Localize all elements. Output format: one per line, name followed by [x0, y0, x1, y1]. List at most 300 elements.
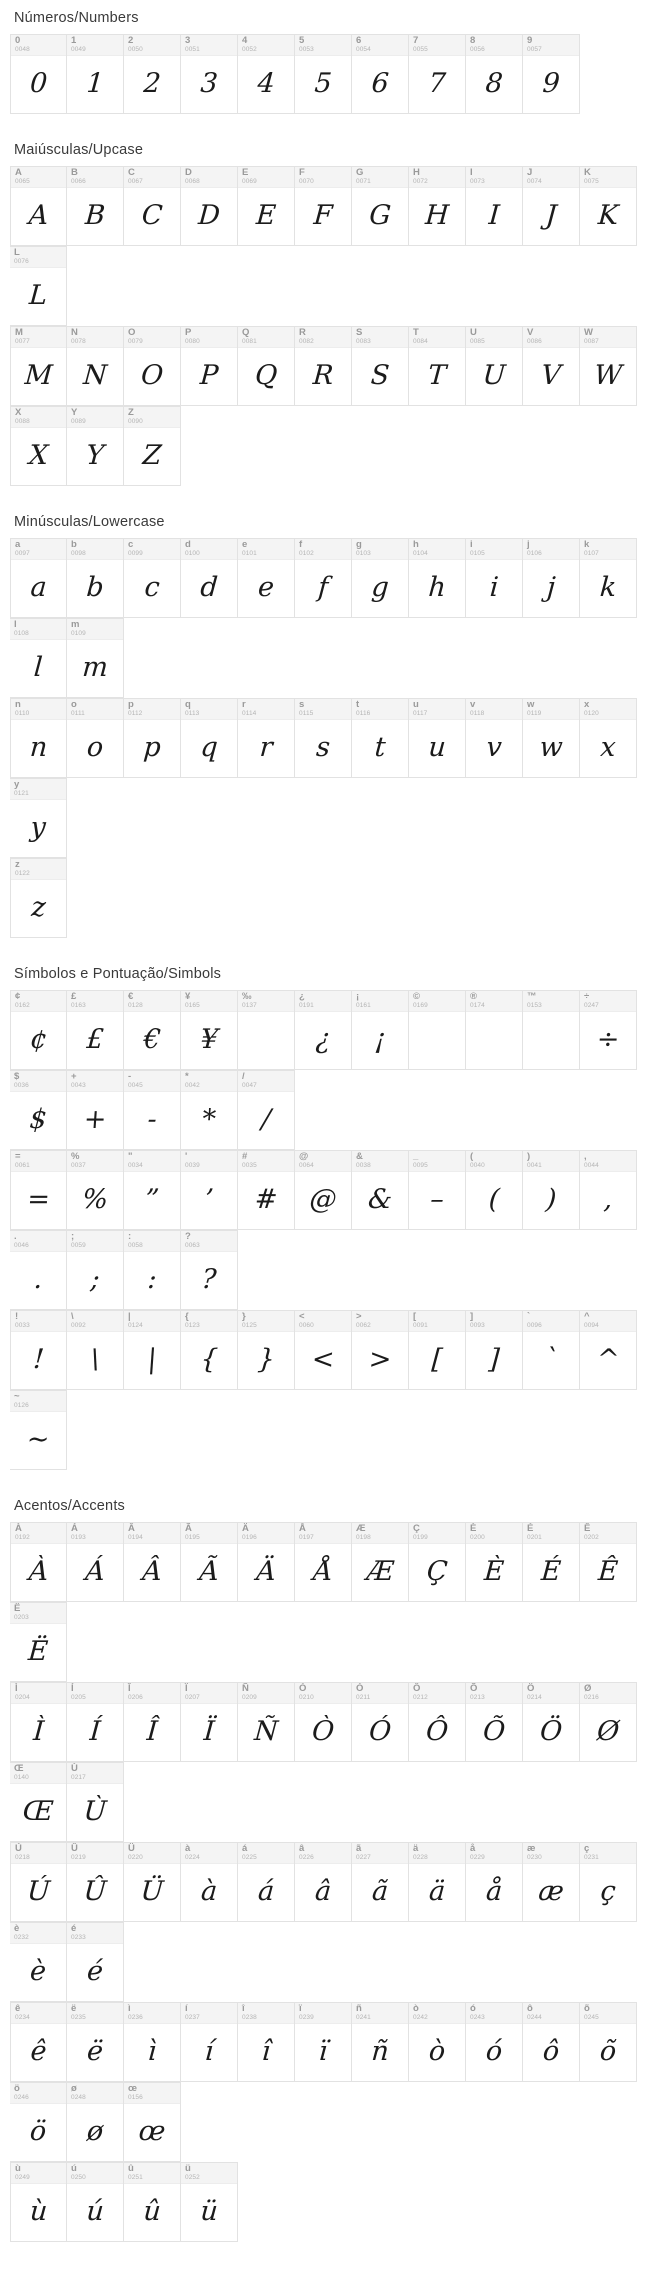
glyph-cell[interactable]	[523, 1522, 580, 1602]
glyph-cell[interactable]	[181, 1150, 238, 1230]
glyph-cell-header	[409, 167, 465, 188]
glyph-cell[interactable]	[409, 1682, 466, 1762]
glyph-preview: ]	[487, 1344, 501, 1375]
glyph-cell[interactable]	[181, 2002, 238, 2082]
glyph-character-label: %	[71, 1151, 80, 1162]
glyph-cell[interactable]	[181, 1070, 238, 1150]
glyph-cell[interactable]	[10, 618, 67, 698]
glyph-preview: Ë	[27, 1636, 50, 1667]
glyph-preview: Ú	[26, 1876, 52, 1907]
glyph-cell[interactable]	[295, 166, 352, 246]
glyph-cell[interactable]	[466, 34, 523, 114]
glyph-cell-header	[466, 1843, 522, 1864]
glyph-character-label: Ö	[527, 1683, 535, 1694]
glyph-preview: 7	[427, 68, 447, 99]
glyph-cell[interactable]	[409, 698, 466, 778]
glyph-cell[interactable]	[523, 2002, 580, 2082]
glyph-preview: a	[29, 572, 48, 603]
glyph-cell[interactable]	[124, 326, 181, 406]
glyph-code-label: 0068	[185, 178, 200, 185]
glyph-cell[interactable]	[67, 1682, 124, 1762]
glyph-code-label: 0104	[413, 550, 428, 557]
glyph-cell[interactable]	[523, 1842, 580, 1922]
glyph-cell[interactable]	[67, 698, 124, 778]
glyph-cell[interactable]	[352, 2002, 409, 2082]
glyph-character-label: X	[15, 407, 22, 418]
glyph-cell[interactable]	[238, 34, 295, 114]
glyph-cell[interactable]	[352, 1682, 409, 1762]
glyph-cell[interactable]	[238, 538, 295, 618]
glyph-code-label: 0245	[584, 2014, 599, 2021]
glyph-code-label: 0092	[71, 1322, 86, 1329]
glyph-cell[interactable]	[10, 34, 67, 114]
glyph-character-label: è	[14, 1923, 20, 1934]
glyph-cell[interactable]	[181, 1842, 238, 1922]
glyph-cell[interactable]	[181, 1310, 238, 1390]
glyph-cell[interactable]	[124, 1150, 181, 1230]
glyph-cell[interactable]	[10, 778, 67, 858]
glyph-cell[interactable]	[352, 1842, 409, 1922]
glyph-cell[interactable]	[466, 1522, 523, 1602]
glyph-cell[interactable]	[466, 1150, 523, 1230]
glyph-preview: ô	[541, 2036, 561, 2067]
glyph-cell-header	[580, 1843, 636, 1864]
glyph-cell[interactable]	[124, 1682, 181, 1762]
glyph-code-label: 0036	[14, 1082, 29, 1089]
glyph-cell[interactable]	[238, 2002, 295, 2082]
glyph-cell[interactable]	[238, 166, 295, 246]
glyph-cell[interactable]	[466, 1842, 523, 1922]
glyph-cell[interactable]	[10, 1230, 67, 1310]
glyph-character-label: Õ	[470, 1683, 478, 1694]
glyph-cell[interactable]	[238, 1682, 295, 1762]
glyph-preview: ë	[86, 2036, 105, 2067]
glyph-character-label: ¿	[299, 991, 305, 1002]
glyph-preview: Z	[141, 440, 163, 471]
glyph-cell[interactable]	[124, 34, 181, 114]
glyph-cell[interactable]	[238, 990, 295, 1070]
glyph-preview: ì	[146, 2036, 158, 2067]
glyph-cell-header	[124, 167, 180, 188]
glyph-cell[interactable]	[580, 990, 637, 1070]
glyph-preview: u	[427, 732, 447, 763]
glyph-cell[interactable]	[10, 1922, 67, 2002]
glyph-cell[interactable]	[580, 166, 637, 246]
glyph-preview: .	[32, 1264, 44, 1295]
glyph-cell[interactable]	[523, 326, 580, 406]
glyph-character-label: ;	[71, 1231, 75, 1242]
glyph-cell-header	[238, 1311, 294, 1332]
glyph-cell-header	[352, 167, 408, 188]
glyph-cell[interactable]	[181, 166, 238, 246]
glyph-preview: z	[30, 892, 47, 923]
glyph-cell[interactable]	[10, 1602, 67, 1682]
glyph-cell[interactable]	[124, 1522, 181, 1602]
glyph-cell[interactable]	[466, 1682, 523, 1762]
glyph-cell[interactable]	[10, 858, 67, 938]
glyph-cell-header	[238, 1523, 294, 1544]
glyph-code-label: 0244	[527, 2014, 542, 2021]
glyph-cell-header	[181, 1683, 237, 1704]
glyph-cell[interactable]	[10, 990, 67, 1070]
glyph-row	[0, 1150, 661, 1310]
glyph-cell[interactable]	[523, 698, 580, 778]
glyph-cell[interactable]	[67, 166, 124, 246]
glyph-character-label: j	[527, 539, 530, 550]
glyph-cell[interactable]	[67, 538, 124, 618]
glyph-code-label: 0206	[128, 1694, 143, 1701]
glyph-code-label: 0058	[128, 1242, 143, 1249]
glyph-character-label: Ì	[15, 1683, 18, 1694]
glyph-preview: ö	[28, 2116, 48, 2147]
glyph-character-label: Ã	[185, 1523, 192, 1534]
glyph-section	[0, 504, 661, 938]
glyph-code-label: 0095	[413, 1162, 428, 1169]
glyph-cell-header	[580, 539, 636, 560]
glyph-preview: ÷	[595, 1024, 621, 1055]
glyph-cell[interactable]	[295, 1150, 352, 1230]
glyph-cell[interactable]	[466, 990, 523, 1070]
glyph-preview: È	[483, 1556, 506, 1587]
glyph-cell[interactable]	[181, 1522, 238, 1602]
glyph-cell[interactable]	[10, 406, 67, 486]
glyph-cell-header	[352, 327, 408, 348]
glyph-cell[interactable]	[523, 1682, 580, 1762]
glyph-character-label: d	[185, 539, 191, 550]
glyph-cell-header	[181, 1231, 237, 1252]
glyph-code-label: 0045	[128, 1082, 143, 1089]
glyph-cell[interactable]	[523, 538, 580, 618]
glyph-cell[interactable]	[409, 34, 466, 114]
glyph-cell[interactable]	[409, 1842, 466, 1922]
glyph-cell[interactable]	[409, 166, 466, 246]
glyph-cell[interactable]	[238, 1522, 295, 1602]
glyph-cell[interactable]	[67, 1230, 124, 1310]
glyph-row	[0, 1310, 661, 1470]
glyph-character-label: M	[15, 327, 23, 338]
glyph-cell-header	[409, 991, 465, 1012]
glyph-cell-header	[181, 35, 237, 56]
glyph-cell[interactable]	[181, 990, 238, 1070]
glyph-cell-header	[67, 1683, 123, 1704]
glyph-cell[interactable]	[409, 326, 466, 406]
glyph-code-label: 0198	[356, 1534, 371, 1541]
glyph-cell[interactable]	[238, 1150, 295, 1230]
glyph-cell[interactable]	[466, 326, 523, 406]
glyph-cell[interactable]	[238, 698, 295, 778]
glyph-cell[interactable]	[580, 1150, 637, 1230]
glyph-cell[interactable]	[10, 166, 67, 246]
glyph-code-label: 0211	[356, 1694, 371, 1701]
glyph-cell[interactable]	[523, 34, 580, 114]
glyph-code-label: 0123	[185, 1322, 200, 1329]
glyph-character-label: ú	[71, 2163, 77, 2174]
glyph-cell[interactable]	[295, 34, 352, 114]
glyph-code-label: 0120	[584, 710, 599, 717]
glyph-cell[interactable]	[124, 1842, 181, 1922]
glyph-preview: w	[538, 732, 564, 763]
glyph-cell[interactable]	[181, 1230, 238, 1310]
glyph-cell[interactable]	[409, 990, 466, 1070]
glyph-code-label: 0196	[242, 1534, 257, 1541]
glyph-character-label: ã	[356, 1843, 362, 1854]
glyph-cell-header	[580, 991, 636, 1012]
glyph-cell[interactable]	[352, 698, 409, 778]
glyph-cell[interactable]	[295, 326, 352, 406]
glyph-cell[interactable]	[352, 34, 409, 114]
glyph-cell[interactable]	[10, 1682, 67, 1762]
glyph-cell[interactable]	[67, 34, 124, 114]
glyph-cell[interactable]	[67, 2082, 124, 2162]
glyph-cell[interactable]	[67, 1922, 124, 2002]
glyph-cell-header	[181, 1311, 237, 1332]
glyph-cell[interactable]	[67, 990, 124, 1070]
glyph-character-label: K	[584, 167, 591, 178]
glyph-preview: í	[203, 2036, 215, 2067]
glyph-cell[interactable]	[580, 326, 637, 406]
glyph-cell[interactable]	[124, 2002, 181, 2082]
glyph-cell-header	[523, 327, 579, 348]
glyph-cell[interactable]	[466, 538, 523, 618]
glyph-cell[interactable]	[466, 166, 523, 246]
glyph-cell[interactable]	[10, 326, 67, 406]
glyph-code-label: 0207	[185, 1694, 200, 1701]
glyph-row	[0, 1842, 661, 2002]
glyph-cell[interactable]	[124, 2162, 181, 2242]
glyph-cell[interactable]	[352, 1150, 409, 1230]
glyph-cell-header	[67, 699, 123, 720]
glyph-character-label: w	[527, 699, 535, 710]
glyph-character-label: ì	[128, 2003, 131, 2014]
glyph-code-label: 0059	[71, 1242, 86, 1249]
glyph-cell[interactable]	[295, 698, 352, 778]
glyph-cell[interactable]	[124, 698, 181, 778]
glyph-code-label: 0224	[185, 1854, 200, 1861]
glyph-cell-header	[124, 1843, 180, 1864]
glyph-cell[interactable]	[10, 1842, 67, 1922]
glyph-character-label: Æ	[356, 1523, 366, 1534]
glyph-cell-header	[352, 2003, 408, 2024]
glyph-cell[interactable]	[10, 1150, 67, 1230]
glyph-character-label: <	[299, 1311, 305, 1322]
glyph-cell[interactable]	[238, 1070, 295, 1150]
glyph-cell[interactable]	[67, 2162, 124, 2242]
glyph-preview: œ	[137, 2116, 167, 2147]
glyph-code-label: 0195	[185, 1534, 200, 1541]
glyph-preview: (	[487, 1184, 501, 1215]
glyph-cell[interactable]	[580, 1682, 637, 1762]
glyph-preview: ¥	[199, 1024, 219, 1055]
glyph-cell-header	[295, 35, 351, 56]
glyph-cell[interactable]	[67, 1070, 124, 1150]
glyph-cell[interactable]	[67, 1150, 124, 1230]
glyph-cell[interactable]	[580, 698, 637, 778]
glyph-character-label: o	[71, 699, 77, 710]
glyph-cell[interactable]	[352, 326, 409, 406]
glyph-character-label: V	[527, 327, 534, 338]
glyph-cell-header	[10, 619, 66, 640]
glyph-cell[interactable]	[181, 698, 238, 778]
glyph-cell[interactable]	[295, 1310, 352, 1390]
glyph-cell[interactable]	[124, 1070, 181, 1150]
glyph-cell[interactable]	[295, 1842, 352, 1922]
glyph-cell[interactable]	[10, 2002, 67, 2082]
glyph-cell[interactable]	[238, 1310, 295, 1390]
glyph-cell[interactable]	[295, 2002, 352, 2082]
glyph-cell-header	[523, 35, 579, 56]
glyph-cell[interactable]	[124, 166, 181, 246]
glyph-preview: Å	[312, 1556, 334, 1587]
glyph-character-label: E	[242, 167, 249, 178]
glyph-code-label: 0238	[242, 2014, 257, 2021]
glyph-cell[interactable]	[124, 2082, 181, 2162]
glyph-character-label: c	[128, 539, 134, 550]
glyph-character-label: Á	[71, 1523, 78, 1534]
glyph-cell[interactable]	[67, 1762, 124, 1842]
glyph-cell[interactable]	[67, 326, 124, 406]
glyph-cell[interactable]	[124, 1230, 181, 1310]
glyph-code-label: 0096	[527, 1322, 542, 1329]
glyph-code-label: 0174	[470, 1002, 485, 1009]
glyph-preview: +	[82, 1104, 108, 1135]
glyph-cell[interactable]	[409, 1522, 466, 1602]
glyph-cell-header	[67, 167, 123, 188]
glyph-cell[interactable]	[124, 1310, 181, 1390]
glyph-cell[interactable]	[580, 1842, 637, 1922]
glyph-preview: `	[543, 1344, 559, 1375]
glyph-cell[interactable]	[409, 538, 466, 618]
glyph-code-label: 0162	[15, 1002, 30, 1009]
glyph-preview: U	[481, 360, 507, 391]
glyph-preview: /	[260, 1104, 272, 1135]
glyph-cell[interactable]	[466, 698, 523, 778]
glyph-cell[interactable]	[295, 538, 352, 618]
glyph-cell[interactable]	[409, 1150, 466, 1230]
glyph-cell[interactable]	[10, 246, 67, 326]
glyph-cell[interactable]	[295, 1682, 352, 1762]
glyph-code-label: 0033	[15, 1322, 30, 1329]
glyph-cell[interactable]	[295, 990, 352, 1070]
glyph-cell[interactable]	[352, 538, 409, 618]
glyph-cell[interactable]	[238, 326, 295, 406]
glyph-cell[interactable]	[580, 1310, 637, 1390]
glyph-cell[interactable]	[580, 538, 637, 618]
glyph-character-label: S	[356, 327, 363, 338]
glyph-cell[interactable]	[523, 1310, 580, 1390]
glyph-character-label: H	[413, 167, 420, 178]
glyph-character-label: ^	[584, 1311, 590, 1322]
glyph-cell[interactable]	[466, 1310, 523, 1390]
glyph-cell[interactable]	[10, 1762, 67, 1842]
glyph-cell[interactable]	[67, 1842, 124, 1922]
glyph-cell[interactable]	[181, 326, 238, 406]
glyph-cell[interactable]	[523, 990, 580, 1070]
glyph-cell[interactable]	[67, 1310, 124, 1390]
glyph-cell[interactable]	[352, 990, 409, 1070]
glyph-cell[interactable]	[352, 1310, 409, 1390]
glyph-cell[interactable]	[124, 406, 181, 486]
glyph-cell-header	[67, 1523, 123, 1544]
glyph-cell[interactable]	[466, 2002, 523, 2082]
glyph-cell-header	[124, 1071, 180, 1092]
section-title: Acentos/Accents	[14, 1498, 125, 1514]
glyph-cell[interactable]	[10, 1310, 67, 1390]
glyph-cell[interactable]	[67, 2002, 124, 2082]
glyph-character-label: ù	[15, 2163, 21, 2174]
glyph-cell[interactable]	[10, 1070, 67, 1150]
glyph-character-label: \	[71, 1311, 74, 1322]
glyph-cell[interactable]	[67, 406, 124, 486]
glyph-character-label: -	[128, 1071, 132, 1082]
glyph-cell[interactable]	[181, 1682, 238, 1762]
glyph-cell-header	[466, 991, 522, 1012]
glyph-character-label: D	[185, 167, 192, 178]
glyph-character-label: !	[15, 1311, 19, 1322]
glyph-cell[interactable]	[523, 166, 580, 246]
glyph-preview: ø	[85, 2116, 105, 2147]
glyph-cell[interactable]	[580, 1522, 637, 1602]
glyph-cell[interactable]	[124, 538, 181, 618]
glyph-code-label: 0191	[299, 1002, 314, 1009]
glyph-cell[interactable]	[181, 538, 238, 618]
glyph-cell[interactable]	[10, 1522, 67, 1602]
glyph-cell[interactable]	[124, 990, 181, 1070]
glyph-cell[interactable]	[352, 1522, 409, 1602]
glyph-code-label: 0097	[15, 550, 30, 557]
glyph-character-label: )	[527, 1151, 531, 1162]
glyph-code-label: 0069	[242, 178, 257, 185]
glyph-preview: å	[484, 1876, 504, 1907]
glyph-cell[interactable]	[10, 2082, 67, 2162]
glyph-cell-header	[295, 991, 351, 1012]
glyph-preview: O	[139, 360, 165, 391]
glyph-cell[interactable]	[67, 1522, 124, 1602]
glyph-cell[interactable]	[67, 618, 124, 698]
glyph-cell[interactable]	[238, 1842, 295, 1922]
glyph-preview: 6	[370, 68, 390, 99]
glyph-cell[interactable]	[10, 2162, 67, 2242]
glyph-cell[interactable]	[409, 2002, 466, 2082]
glyph-preview: T	[427, 360, 448, 391]
glyph-character-label: &	[356, 1151, 363, 1162]
glyph-cell-header	[67, 1151, 123, 1172]
glyph-preview: y	[29, 812, 47, 843]
glyph-section	[0, 956, 661, 1470]
glyph-cell-header	[11, 1523, 66, 1544]
glyph-character-label: À	[15, 1523, 22, 1534]
glyph-cell-header	[10, 1763, 66, 1784]
glyph-cell-header	[238, 1151, 294, 1172]
glyph-cell-header	[11, 1683, 66, 1704]
glyph-cell-header	[295, 1843, 351, 1864]
glyph-cell[interactable]	[409, 1310, 466, 1390]
glyph-character-label: L	[14, 247, 20, 258]
glyph-cell[interactable]	[295, 1522, 352, 1602]
glyph-cell[interactable]	[580, 2002, 637, 2082]
glyph-cell[interactable]	[10, 538, 67, 618]
glyph-cell[interactable]	[523, 1150, 580, 1230]
glyph-code-label: 0100	[185, 550, 200, 557]
glyph-cell[interactable]	[352, 166, 409, 246]
glyph-cell[interactable]	[10, 1390, 67, 1470]
glyph-code-label: 0062	[356, 1322, 371, 1329]
glyph-preview: >	[367, 1344, 393, 1375]
glyph-cell[interactable]	[181, 2162, 238, 2242]
glyph-preview: =	[26, 1184, 52, 1215]
glyph-cell[interactable]	[10, 698, 67, 778]
glyph-preview: Ù	[82, 1796, 108, 1827]
glyph-cell[interactable]	[181, 34, 238, 114]
